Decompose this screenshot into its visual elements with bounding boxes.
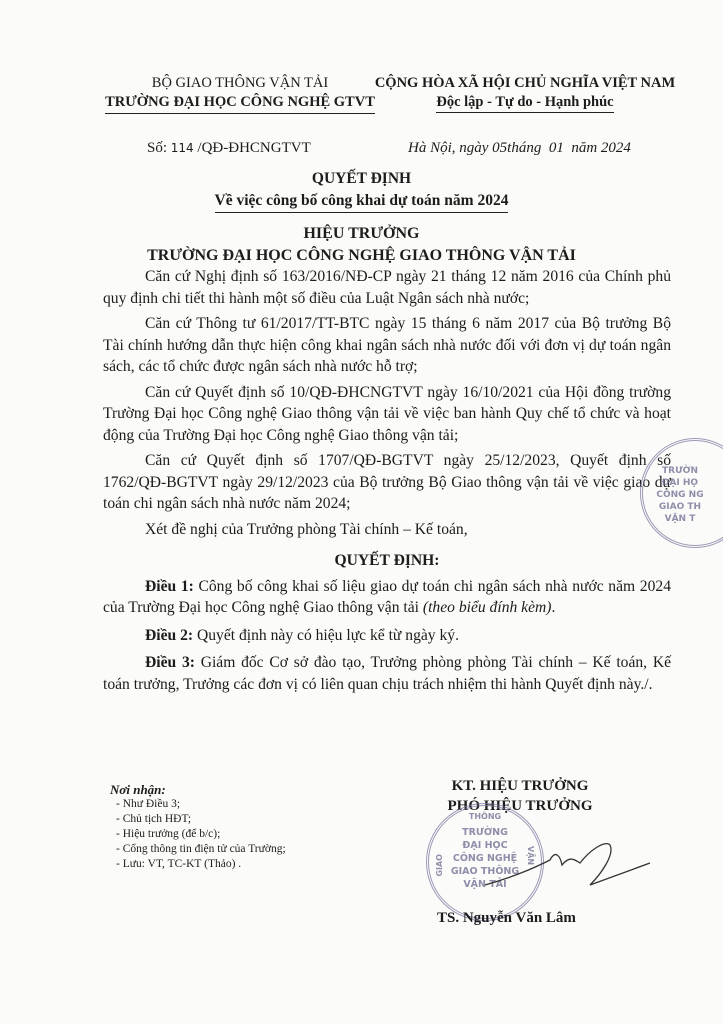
motto: Độc lập - Tự do - Hạnh phúc: [436, 93, 613, 113]
school-name: TRƯỜNG ĐẠI HỌC CÔNG NGHỆ GTVT: [105, 93, 375, 114]
signer-name: TS. Nguyễn Văn Lâm: [437, 910, 576, 926]
recipient: - Như Điều 3;: [116, 798, 181, 810]
signature-scribble: [480, 835, 660, 905]
article-3: Điều 3: Giám đốc Cơ sở đào tạo, Trưởng phòng phòng Tài chính – Kế toán, Kế toán trưởng, Trưởng các đơn vị có liên quan chịu trách nhiệm thi hành Quyết định này./.: [103, 654, 671, 693]
basis-4: Căn cứ Quyết định số 1707/QĐ-BGTVT ngày 25/12/2023, Quyết định số 1762/QĐ-BGTVT ngày 29/12/2023 của Bộ trưởng Bộ Giao thông vận tải về việc giao dự toán chi ngân sách nhà nước năm 2024;: [103, 452, 671, 512]
article-1: Điều 1: Công bố công khai số liệu giao dự toán chi ngân sách nhà nước năm 2024 của Trường Đại học Công nghệ Giao thông vận tải (theo biểu đính kèm).: [103, 577, 671, 616]
authority-school: TRƯỜNG ĐẠI HỌC CÔNG NGHỆ GIAO THÔNG VẬN TẢI: [147, 247, 576, 264]
document-date: Hà Nội, ngày 05tháng 01 năm 2024: [408, 140, 631, 156]
national-header: [370, 74, 680, 113]
basis-2: Căn cứ Thông tư 61/2017/TT-BTC ngày 15 tháng 6 năm 2017 của Bộ trưởng Bộ Tài chính hướng dẫn thực hiện công khai ngân sách nhà nước đối với đơn vị dự toán ngân sách, các tổ chức được ngân sách nhà nước hỗ trợ;: [103, 315, 671, 375]
basis-1: Căn cứ Nghị định số 163/2016/NĐ-CP ngày 21 tháng 12 năm 2016 của Chính phủ quy định chi tiết thi hành một số điều của Luật Ngân sách nhà nước;: [103, 268, 671, 307]
authority-title: HIỆU TRƯỞNG: [303, 225, 420, 242]
decision-heading: QUYẾT ĐỊNH:: [334, 552, 440, 569]
recipients-title: Nơi nhận:: [110, 782, 166, 797]
doc-title: QUYẾT ĐỊNH: [311, 170, 412, 187]
recipient: - Cổng thông tin điện tử của Trường;: [116, 843, 286, 855]
doc-subject: Về việc công bố công khai dự toán năm 2024: [215, 190, 509, 213]
side-stamp: TRƯỜN ĐẠI HỌ CÔNG NG GIAO TH VẬN T: [640, 438, 723, 548]
title-block: [0, 168, 723, 267]
document-number: Số: 114 /QĐ-ĐHCNGTVT: [147, 140, 311, 156]
ministry-name: BỘ GIAO THÔNG VẬN TẢI: [151, 75, 329, 91]
signer-title: KT. HIỆU TRƯỞNG PHÓ HIỆU TRƯỞNG: [447, 778, 593, 814]
document-body: [103, 266, 671, 699]
article-2: Điều 2: Quyết định này có hiệu lực kể từ ngày ký.: [145, 626, 459, 644]
handwritten-number: 114: [170, 141, 194, 155]
issuer-block: [100, 74, 380, 114]
proposal: Xét đề nghị của Trưởng phòng Tài chính – Kế toán,: [145, 520, 468, 538]
recipient: - Hiệu trưởng (để b/c);: [116, 828, 221, 840]
official-stamp: THÔNG GIAO VẬN TRƯỜNG ĐẠI HỌC CÔNG NGHỆ GIAO THÔNG VẬN TẢI: [426, 803, 544, 921]
recipients: [110, 782, 286, 872]
handwritten-day: 05: [492, 140, 508, 156]
country-name: CỘNG HÒA XÃ HỘI CHỦ NGHĨA VIỆT NAM: [374, 75, 676, 91]
recipient: - Chủ tịch HĐT;: [116, 813, 192, 825]
recipient: - Lưu: VT, TC-KT (Thảo) .: [116, 858, 242, 870]
basis-3: Căn cứ Quyết định số 10/QĐ-ĐHCNGTVT ngày 16/10/2021 của Hội đồng trường Trường Đại học Công nghệ Giao thông vận tải về việc ban hành Quy chế tổ chức và hoạt động của Trường Đại học Công nghệ Giao thông vận tải;: [103, 383, 671, 444]
